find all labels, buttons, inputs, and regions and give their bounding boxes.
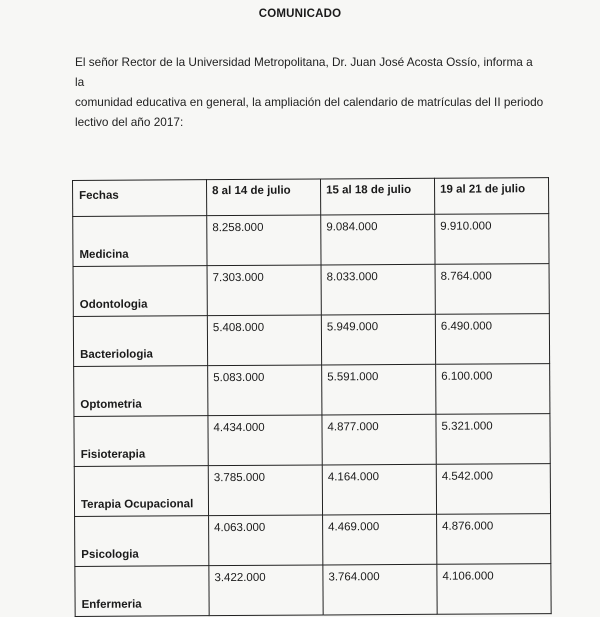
fee-cell: 8.258.000 <box>207 215 321 266</box>
fee-cell: 5.591.000 <box>322 364 436 415</box>
fee-cell: 3.764.000 <box>323 564 437 615</box>
intro-paragraph <box>75 52 545 132</box>
header-period-1: 8 al 14 de julio <box>207 179 321 216</box>
fee-cell: 3.785.000 <box>208 465 322 516</box>
table-row <box>73 264 549 317</box>
fee-cell: 5.408.000 <box>207 315 321 366</box>
table-row <box>74 364 550 417</box>
table-row <box>73 214 549 267</box>
fee-cell: 4.106.000 <box>437 564 551 615</box>
table-row <box>75 514 551 567</box>
program-name: Fisioterapia <box>74 416 208 467</box>
fee-cell: 9.910.000 <box>435 214 549 265</box>
intro-line: comunidad educativa en general, la ampliación del calendario de matrículas del II periodo <box>75 95 544 109</box>
fee-cell: 6.100.000 <box>436 364 550 415</box>
tuition-table <box>72 177 552 617</box>
intro-line: lectivo del año 2017: <box>75 115 184 129</box>
fee-cell: 5.083.000 <box>208 365 322 416</box>
program-name: Psicologia <box>75 516 209 567</box>
fee-cell: 5.949.000 <box>321 314 435 365</box>
fee-cell: 8.033.000 <box>321 264 435 315</box>
fee-cell: 7.303.000 <box>207 265 321 316</box>
fee-cell: 4.877.000 <box>322 414 436 465</box>
fee-cell: 3.422.000 <box>209 565 323 616</box>
program-name: Bacteriologia <box>73 316 207 367</box>
fee-cell: 4.164.000 <box>322 464 436 515</box>
table-row <box>74 464 550 517</box>
fee-cell: 6.490.000 <box>435 314 549 365</box>
header-fechas: Fechas <box>73 180 207 217</box>
table-row <box>74 414 550 467</box>
program-name: Terapia Ocupacional <box>74 466 208 517</box>
table-row <box>75 564 551 617</box>
fee-cell: 4.876.000 <box>437 514 551 565</box>
document-title: COMUNICADO <box>258 8 342 20</box>
program-name: Medicina <box>73 216 207 267</box>
intro-line: El señor Rector de la Universidad Metropolitana, Dr. Juan José Acosta Ossío, informa a la <box>75 55 533 89</box>
program-name: Optometria <box>74 366 208 417</box>
program-name: Enfermeria <box>75 566 209 617</box>
fee-cell: 9.084.000 <box>321 214 435 265</box>
fee-cell: 8.764.000 <box>435 264 549 315</box>
fee-cell: 4.542.000 <box>436 464 550 515</box>
header-period-3: 19 al 21 de julio <box>434 178 548 215</box>
table-header-row <box>73 178 549 217</box>
fee-cell: 4.434.000 <box>208 415 322 466</box>
program-name: Odontologia <box>73 266 207 317</box>
fee-cell: 4.469.000 <box>323 514 437 565</box>
table-row <box>73 314 549 367</box>
fee-cell: 4.063.000 <box>209 515 323 566</box>
header-period-2: 15 al 18 de julio <box>320 178 434 215</box>
fee-cell: 5.321.000 <box>436 414 550 465</box>
